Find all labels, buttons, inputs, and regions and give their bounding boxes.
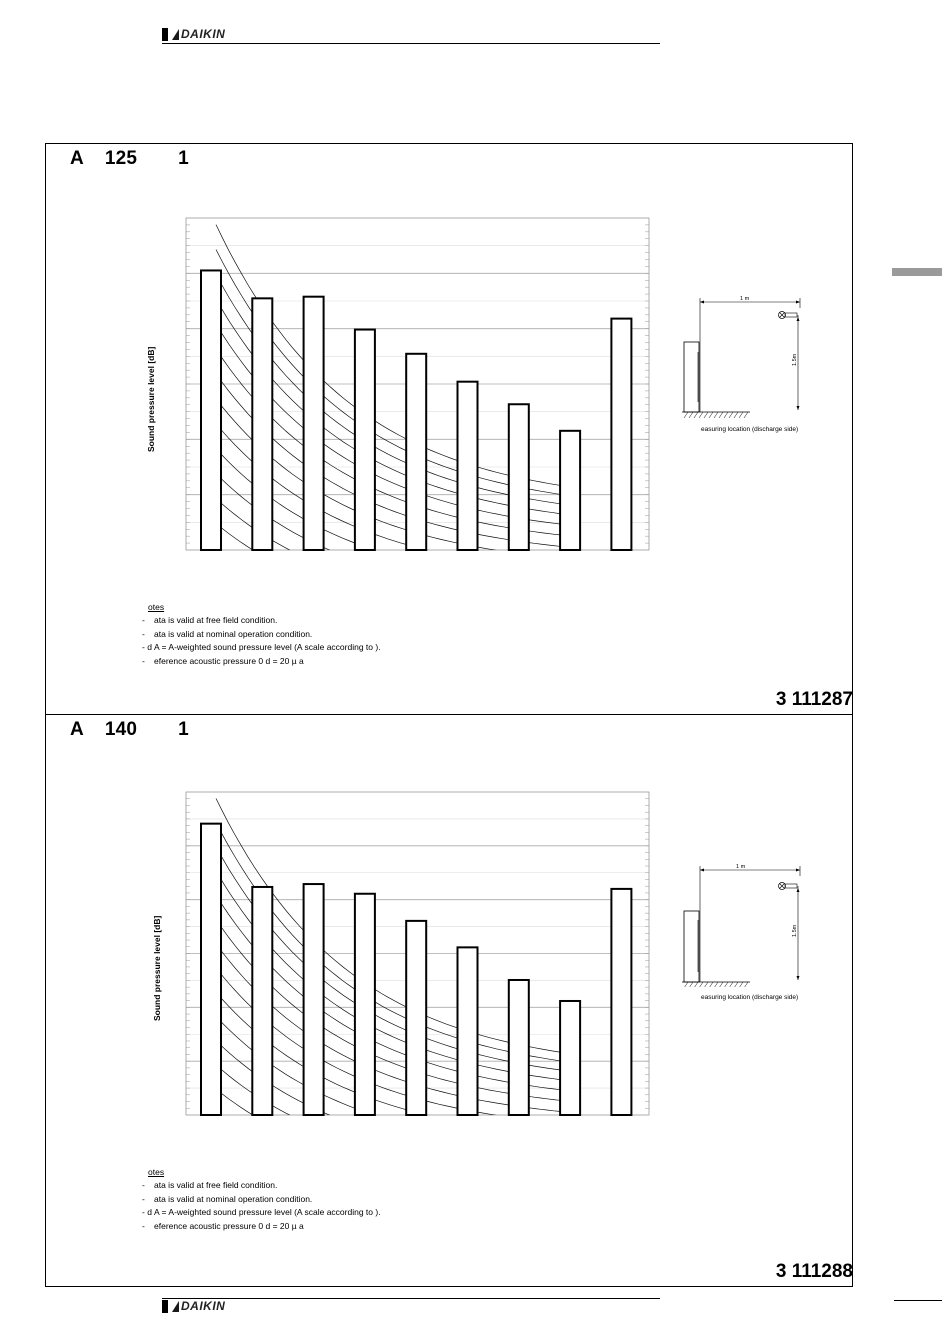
header-logo	[162, 27, 225, 41]
bar-8	[560, 1001, 580, 1115]
logo-bar	[162, 1300, 168, 1313]
bar-2	[252, 298, 272, 550]
bar-7	[509, 404, 529, 550]
title-suffix: 1	[178, 719, 189, 740]
footer-logo	[162, 1299, 225, 1313]
note-item: - eference acoustic pressure 0 d = 20 µ a	[142, 1220, 304, 1231]
doc-number-1: 3 111287	[775, 689, 853, 710]
bar-5	[406, 921, 426, 1115]
notes-2	[142, 1166, 381, 1233]
measuring-diagram-1	[680, 294, 810, 424]
dim-horizontal: 1 m	[736, 864, 746, 870]
bar-9	[611, 889, 631, 1115]
chart-ylabel-2: Sound pressure level [dB]	[152, 915, 162, 1021]
dim-vertical: 1.5m	[792, 924, 798, 937]
chart-ylabel-1: Sound pressure level [dB]	[146, 346, 156, 452]
title-prefix: A	[70, 719, 84, 740]
measuring-location-diagram	[680, 294, 810, 419]
logo-text: DAIKIN	[181, 1299, 226, 1313]
title-prefix: A	[70, 148, 84, 169]
logo-bar	[162, 28, 168, 41]
measuring-caption-2: easuring location (discharge side)	[701, 994, 799, 1001]
bar-9	[611, 319, 631, 550]
notes-heading: otes	[148, 1167, 165, 1177]
panel-title-1	[70, 148, 189, 170]
sound-chart-1	[180, 212, 655, 557]
dim-horizontal: 1 m	[740, 296, 750, 302]
note-item: - ata is valid at free field condition.	[142, 615, 278, 626]
doc-number-2: 3 111288	[775, 1261, 853, 1282]
note-item: - ata is valid at free field condition.	[142, 1180, 278, 1191]
note-item: - eference acoustic pressure 0 d = 20 µ a	[142, 655, 304, 666]
bar-3	[304, 884, 324, 1115]
notes-heading: otes	[148, 602, 165, 612]
bar-4	[355, 894, 375, 1115]
notes-1	[142, 601, 381, 668]
header-rule	[162, 43, 660, 44]
note-item: - d A = A-weighted sound pressure level (A scale according to ).	[142, 1207, 381, 1218]
dim-vertical: 1.5m	[792, 353, 798, 366]
bar-4	[355, 330, 375, 550]
title-suffix: 1	[178, 148, 189, 169]
sound-chart-2	[180, 786, 655, 1122]
note-item: - d A = A-weighted sound pressure level (A scale according to ).	[142, 642, 381, 653]
daikin-mark-icon	[172, 29, 179, 40]
bar-6	[458, 947, 478, 1115]
daikin-mark-icon	[172, 1301, 179, 1312]
title-model: 125	[104, 148, 138, 169]
bar-1	[201, 270, 221, 550]
bar-5	[406, 354, 426, 550]
title-model: 140	[104, 719, 138, 740]
bar-6	[458, 382, 478, 550]
measuring-location-diagram	[680, 862, 810, 987]
bar-7	[509, 980, 529, 1115]
measuring-diagram-2	[680, 862, 810, 992]
panel-title-2	[70, 719, 189, 741]
measuring-caption-1: easuring location (discharge side)	[701, 426, 799, 433]
bar-2	[252, 887, 272, 1115]
bar-3	[304, 297, 324, 550]
bar-8	[560, 431, 580, 550]
bar-1	[201, 824, 221, 1115]
footer-rule-right	[894, 1300, 942, 1301]
side-tab-marker	[892, 268, 942, 276]
footer-rule-top	[162, 1298, 660, 1299]
logo-text: DAIKIN	[181, 27, 226, 41]
note-item: - ata is valid at nominal operation condition.	[142, 1193, 313, 1204]
note-item: - ata is valid at nominal operation condition.	[142, 628, 313, 639]
